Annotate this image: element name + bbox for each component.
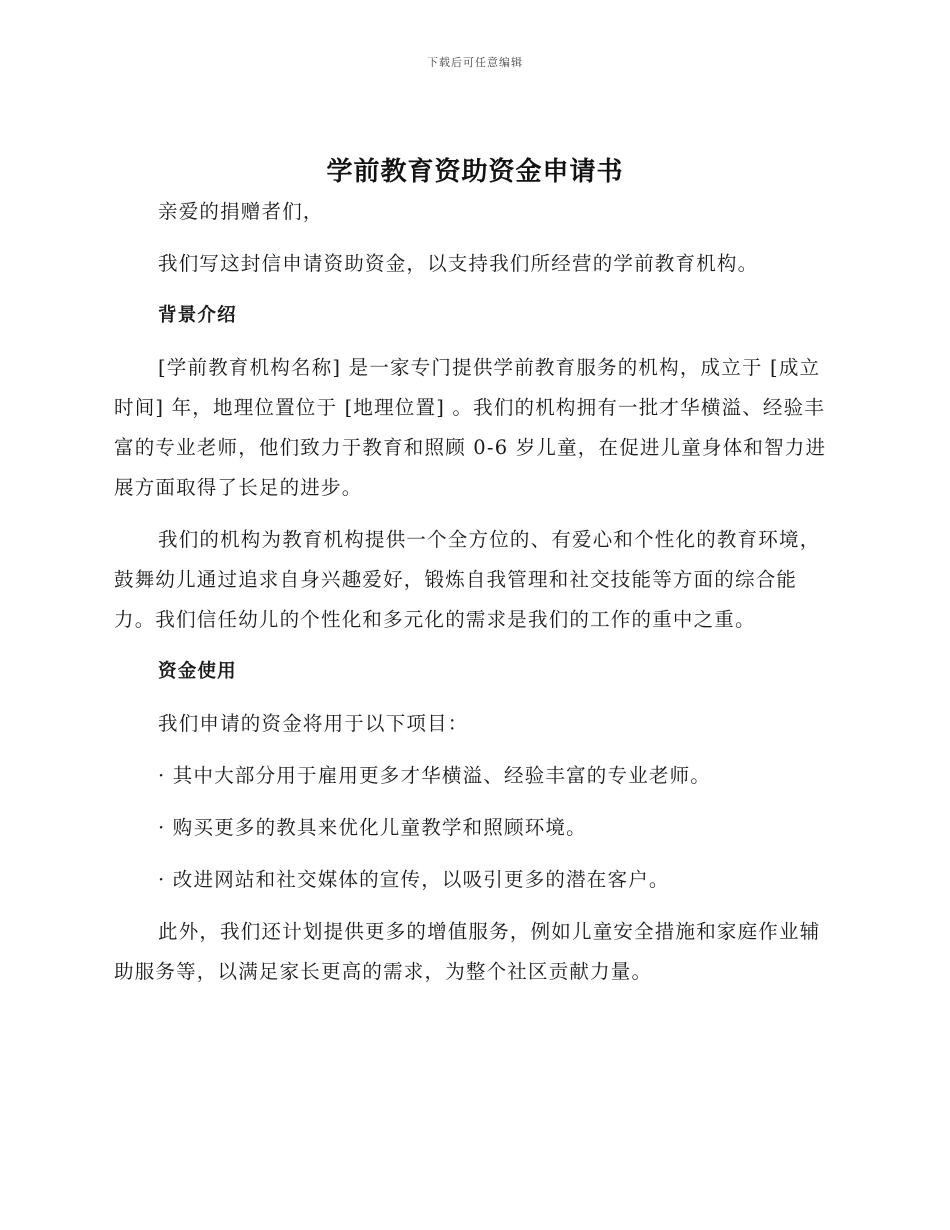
background-paragraph-2: 我们的机构为教育机构提供一个全方位的、有爱心和个性化的教育环境，鼓舞幼儿通过追求自身兴趣爱好，锻炼自我管理和社交技能等方面的综合能力。我们信任幼儿的个性化和多元化的需求是我们的工作的重中之重。 (114, 528, 821, 631)
greeting-paragraph: 亲爱的捐赠者们， (158, 200, 324, 223)
funds-bullet-3: · 改进网站和社交媒体的宣传，以吸引更多的潜在客户。 (158, 868, 670, 891)
header-note: 下载后可任意编辑 (427, 56, 523, 69)
intro-paragraph: 我们写这封信申请资助资金，以支持我们所经营的学前教育机构。 (158, 252, 759, 275)
funds-bullet-2: · 购买更多的教具来优化儿童教学和照顾环境。 (158, 816, 587, 839)
background-paragraph-1: [学前教育机构名称] 是一家专门提供学前教育服务的机构，成立于 [成立时间] 年，地理位置位于 [地理位置] 。我们的机构拥有一批才华横溢、经验丰富的专业老师，他们致力于教育和照顾 0-6 岁儿童，在促进儿童身体和智力进展方面取得了长足的进步。 (114, 356, 827, 499)
section-heading-background: 背景介绍 (158, 305, 237, 326)
closing-paragraph: 此外，我们还计划提供更多的增值服务，例如儿童安全措施和家庭作业辅助服务等，以满足家长更高的需求，为整个社区贡献力量。 (114, 920, 821, 983)
funds-intro-paragraph: 我们申请的资金将用于以下项目： (158, 712, 469, 735)
funds-bullet-1: · 其中大部分用于雇用更多才华横溢、经验丰富的专业老师。 (158, 764, 711, 787)
section-heading-funds: 资金使用 (158, 661, 237, 682)
document-title: 学前教育资助资金申请书 (326, 157, 624, 187)
document-body (114, 192, 838, 1004)
